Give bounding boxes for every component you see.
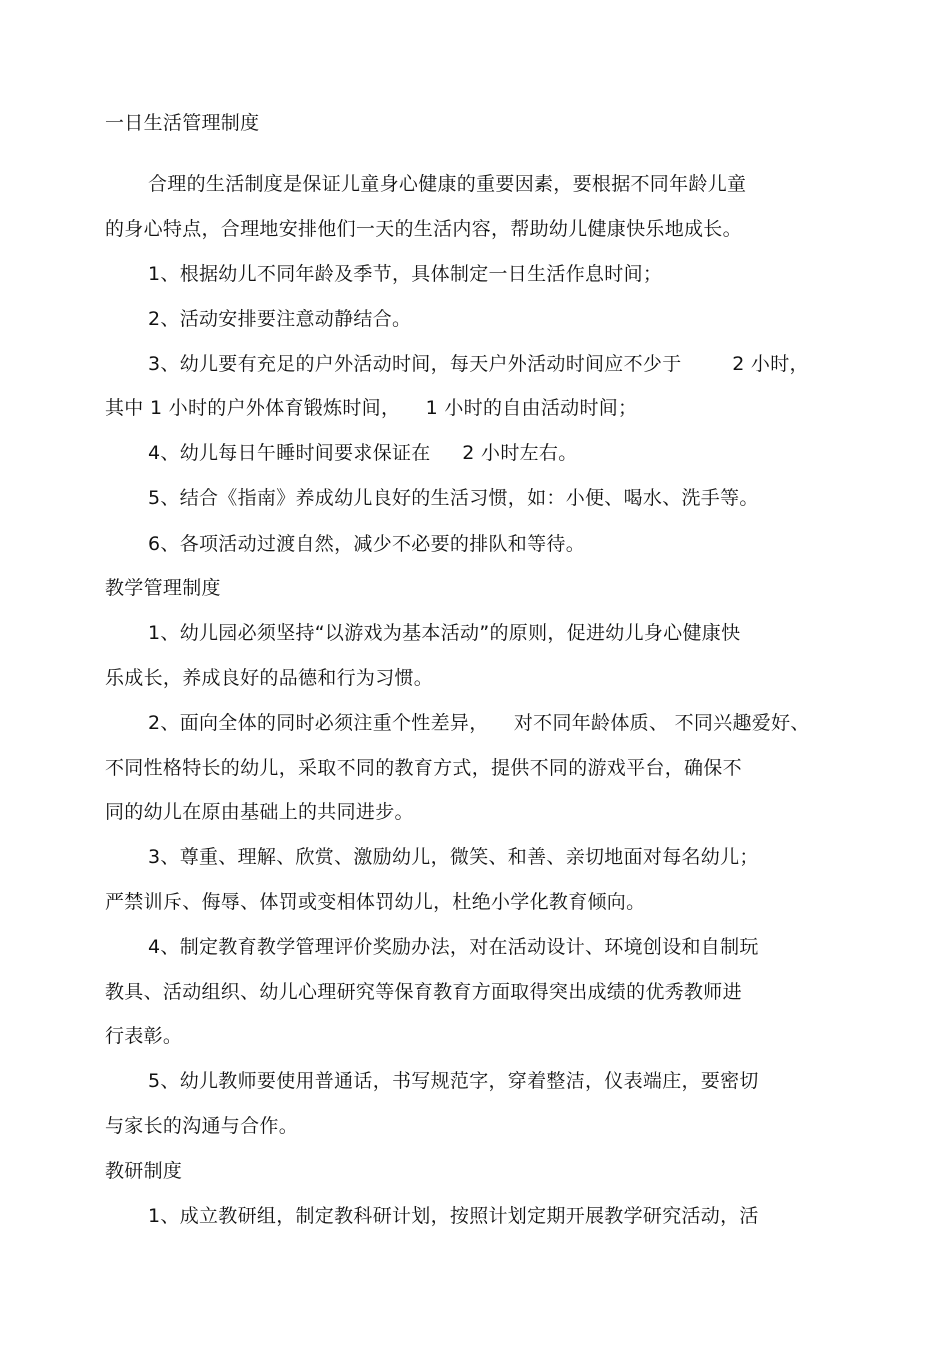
list-item-line: 4、制定教育教学管理评价奖励办法，对在活动设计、环境创设和自制玩 <box>148 936 759 958</box>
list-item-line: 其中 1 小时的户外体育锻炼时间， 1 小时的自由活动时间； <box>105 397 638 419</box>
section-heading-daily-life: 一日生活管理制度 <box>105 112 260 134</box>
list-item-line: 乐成长，养成良好的品德和行为习惯。 <box>105 667 434 689</box>
list-item-line: 1、成立教研组，制定教科研计划，按照计划定期开展教学研究活动，活 <box>148 1205 759 1227</box>
section-heading-research: 教研制度 <box>105 1160 183 1182</box>
list-item-line: 严禁训斥、侮辱、体罚或变相体罚幼儿，杜绝小学化教育倾向。 <box>105 891 646 913</box>
list-item-line: 3、尊重、理解、欣赏、激励幼儿，微笑、和善、亲切地面对每名幼儿； <box>148 846 759 868</box>
paragraph-line: 合理的生活制度是保证儿童身心健康的重要因素，要根据不同年龄儿童 <box>148 173 747 195</box>
list-item-line: 2、面向全体的同时必须注重个性差异， 对不同年龄体质、 不同兴趣爱好、 <box>148 712 810 734</box>
section-heading-teaching: 教学管理制度 <box>105 577 221 599</box>
list-item-line: 6、各项活动过渡自然，减少不必要的排队和等待。 <box>148 533 585 555</box>
list-item-line: 行表彰。 <box>105 1025 183 1047</box>
list-item-line: 5、幼儿教师要使用普通话，书写规范字，穿着整洁，仪表端庄，要密切 <box>148 1070 759 1092</box>
list-item-line: 教具、活动组织、幼儿心理研究等保育教育方面取得突出成绩的优秀教师进 <box>105 981 742 1003</box>
list-item-line: 4、幼儿每日午睡时间要求保证在 2 小时左右。 <box>148 442 578 464</box>
list-item-line: 与家长的沟通与合作。 <box>105 1115 299 1137</box>
paragraph-line: 的身心特点，合理地安排他们一天的生活内容，帮助幼儿健康快乐地成长。 <box>105 218 742 240</box>
list-item-line: 3、幼儿要有充足的户外活动时间，每天户外活动时间应不少于 2 小时， <box>148 353 809 375</box>
list-item-line: 1、幼儿园必须坚持“以游戏为基本活动”的原则，促进幼儿身心健康快 <box>148 622 741 644</box>
list-item-line: 2、活动安排要注意动静结合。 <box>148 308 412 330</box>
list-item-line: 同的幼儿在原由基础上的共同进步。 <box>105 801 414 823</box>
list-item-line: 5、结合《指南》养成幼儿良好的生活习惯，如：小便、喝水、洗手等。 <box>148 487 759 509</box>
list-item-line: 不同性格特长的幼儿，采取不同的教育方式，提供不同的游戏平台，确保不 <box>105 757 742 779</box>
list-item-line: 1、根据幼儿不同年龄及季节，具体制定一日生活作息时间； <box>148 263 663 285</box>
